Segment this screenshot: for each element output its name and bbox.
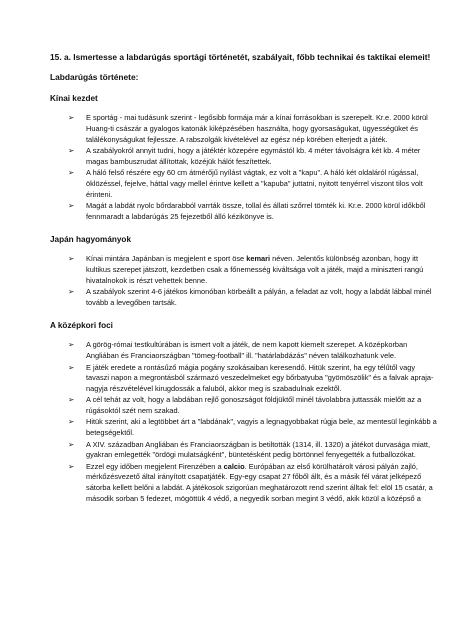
paragraph-text: Magát a labdát nyolc bőrdarabból varrták össze, tollal és állati szőrrel tömték ki. Kr.e. 2000 körül időkből fennmaradt a labdarúgás 25 fejezetből álló kézikönyve is. xyxy=(86,201,426,221)
bullet-list-medieval xyxy=(50,340,440,504)
arrow-bullet-icon: ➢ xyxy=(68,340,75,350)
paragraph-text: Kínai mintára Japánban is megjelent e sport öse xyxy=(86,254,247,264)
arrow-bullet-icon: ➢ xyxy=(68,254,75,264)
list-item xyxy=(50,146,440,167)
paragraph-text: néven. Jelentős különbség azonban, hogy itt kultikus szerepet játszott, kezdetben csak a főnemesség kiváltsága volt a játék, majd a miniszteri rangú hivatalnokok is részt vehettek benne. xyxy=(86,254,424,285)
list-item xyxy=(50,168,440,200)
paragraph-text: A cél tehát az volt, hogy a labdában rejlő gonoszságot földjüktől minél távolabbra juttassák mielőtt az a rúgásoktól szét nem szakad. xyxy=(86,395,422,415)
bullet-list-chinese xyxy=(50,113,440,222)
list-item xyxy=(50,417,440,438)
paragraph-text: A görög-római testkultúrában is ismert volt a játék, de nem kapott kiemelt szerepet. A középkorban Angliában és Franciaországban "tömeg-football" ill. "határlabdázás" néven találkozhatunk vele. xyxy=(86,340,408,360)
arrow-bullet-icon: ➢ xyxy=(68,439,75,449)
paragraph-text: A háló felső részére egy 60 cm átmérőjű nyílást vágtak, ez volt a "kapu". A háló két oldaláról rúgással, öklözéssel, fejelve, háttal vagy mellel érintve kellett a "kapuba" juttatni, nyitott tenyérrel viszont tilos volt érinteni. xyxy=(86,168,423,199)
history-heading: Labdarúgás története: xyxy=(50,72,139,83)
list-item xyxy=(50,363,440,395)
arrow-bullet-icon: ➢ xyxy=(68,395,75,405)
question-title: 15. a. Ismertesse a labdarúgás sportági történetét, szabályait, főbb technikai és taktikai elemeit! xyxy=(50,52,431,62)
list-item xyxy=(50,440,440,461)
paragraph-text: A szabályok szerint 4-6 játékos kimonóban körbeállt a pályán, a feladat az volt, hogy a labdát lábbal minél tovább a levegőben tartsák. xyxy=(86,287,432,307)
bold-term: calcio xyxy=(223,461,245,471)
list-item xyxy=(50,462,440,504)
arrow-bullet-icon: ➢ xyxy=(68,461,75,471)
paragraph-text: Hitük szerint, aki a legtöbbet árt a "labdának", vagyis a legnagyobbakat rúgja bele, az mentesül leginkább a betegségektől. xyxy=(86,417,437,438)
arrow-bullet-icon: ➢ xyxy=(68,168,75,178)
arrow-bullet-icon: ➢ xyxy=(68,362,75,372)
arrow-bullet-icon: ➢ xyxy=(68,113,75,123)
bullet-list-japanese xyxy=(50,254,440,308)
paragraph-text: . Európában az első körülhatárolt városi pályán zajló, mérkőzésvezető által irányított csapatjáték. Egy-egy csapat 27 főből állt, és a másik fél várat jelképező sátorba kellett belőni a labdát. A játékosok szigorúan meghatározott rend szerint álltak fel: elöl 15 csatár, a második sorban 5 fedezet, mögöttük 4 védő, a negyedik sorban megint 3 védő, akik közül a középső a xyxy=(86,461,433,503)
paragraph-text: A XIV. században Angliában és Franciaországban is betiltották (1314, ill. 1320) a játékot durvasága miatt, gyakran emlegették "ördögi mulatságként", büntetésként pedig börtönnel fenyegették a futballozókat. xyxy=(86,439,431,460)
list-item xyxy=(50,201,440,222)
paragraph-text: Ezzel egy időben megjelent Firenzében a xyxy=(86,461,224,471)
subsection-title-japanese: Japán hagyományok xyxy=(50,235,131,245)
paragraph-text: E sportág - mai tudásunk szerint - legősibb formája már a kínai forrásokban is szerepelt. Kr.e. 2000 körül Huang-ti császár a gyalogos katonák kiképzésében használta, hogy gyorsaságukat, ügyességüket és találékonyságukat fejlessze. A rabszolgák kivételével az egész nép körében elterjedt a játék. xyxy=(86,113,428,144)
list-item xyxy=(50,113,440,145)
paragraph-text: E játék eredete a rontásűző mágia pogány szokásaiban keresendő. Hitük szerint, ha egy télűtől vagy tavaszi napon a megrontásból származó veszedelmeket egy bőrbatyuba "gyömöszölik" és a falvak apraja-nagyja részvételével kirugdossák a faluból, akkor meg is szabadulnak ezektől. xyxy=(86,362,434,393)
list-item xyxy=(50,340,440,361)
list-item xyxy=(50,287,440,308)
list-item xyxy=(50,254,440,286)
arrow-bullet-icon: ➢ xyxy=(68,146,75,156)
bold-term: kemari xyxy=(246,254,271,264)
arrow-bullet-icon: ➢ xyxy=(68,417,75,427)
arrow-bullet-icon: ➢ xyxy=(68,287,75,297)
arrow-bullet-icon: ➢ xyxy=(68,201,75,211)
document-page xyxy=(50,52,440,516)
subsection-title-medieval: A középkori foci xyxy=(50,321,113,331)
list-item xyxy=(50,395,440,416)
paragraph-text: A szabályokról annyit tudni, hogy a játéktér közepére egymástól kb. 4 méter távolságra két kb. 4 méter magas bambuszrudat állítottak, közéjük hálót feszítettek. xyxy=(86,146,421,166)
subsection-title-chinese: Kínai kezdet xyxy=(50,94,98,104)
